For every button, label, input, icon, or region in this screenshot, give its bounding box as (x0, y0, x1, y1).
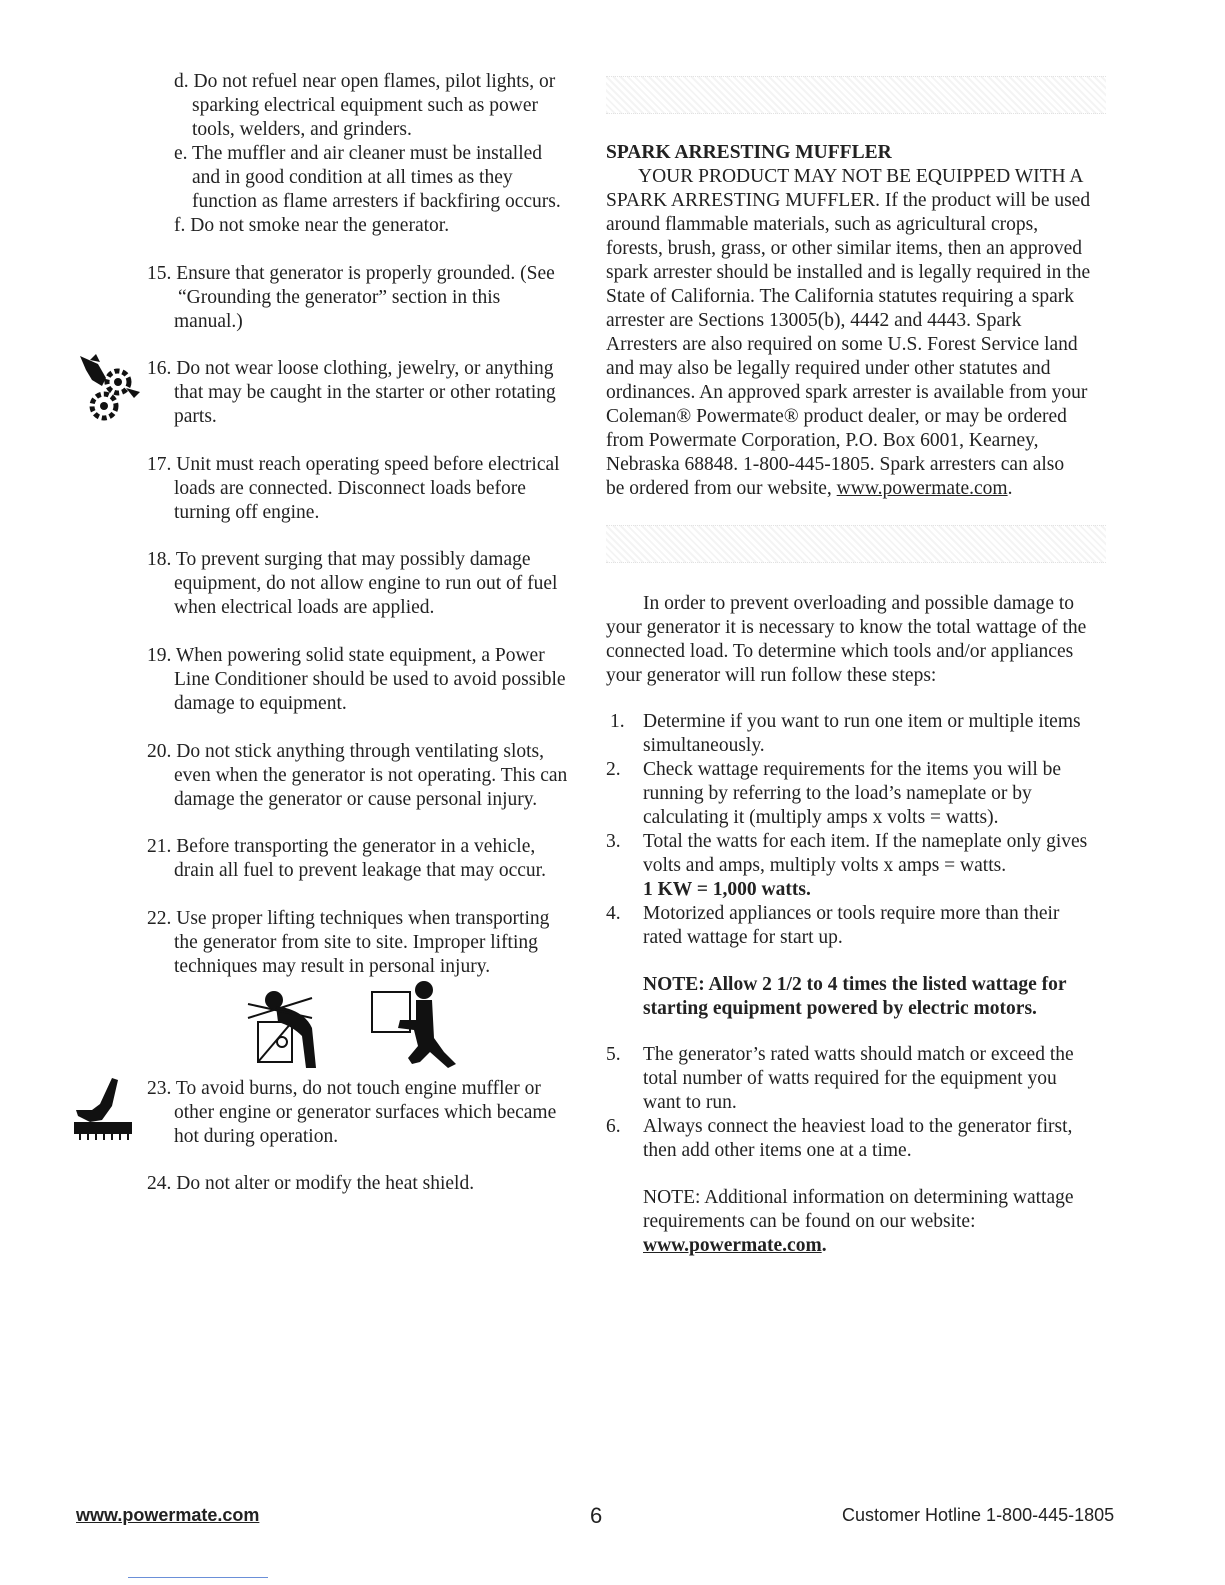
section-header-band-wattage (606, 525, 1106, 563)
improper-lifting-icon (246, 988, 328, 1070)
kw-note: 1 KW = 1,000 watts. (643, 879, 811, 900)
spark-heading: SPARK ARRESTING MUFFLER (606, 142, 892, 163)
page-number: 6 (590, 1503, 603, 1528)
hot-surface-icon (72, 1076, 136, 1140)
additional-website-link[interactable]: www.powermate.com (643, 1235, 822, 1256)
entanglement-hazard-icon (76, 352, 142, 426)
spark-website-link[interactable]: www.powermate.com (836, 478, 1008, 499)
footer-hotline: Customer Hotline 1-800-445-1805 (842, 1505, 1115, 1525)
footer-website-link[interactable]: www.powermate.com (76, 1505, 260, 1525)
proper-lifting-icon (368, 978, 458, 1070)
bottom-edge-line (128, 1577, 268, 1578)
section-header-band-spark (606, 76, 1106, 114)
